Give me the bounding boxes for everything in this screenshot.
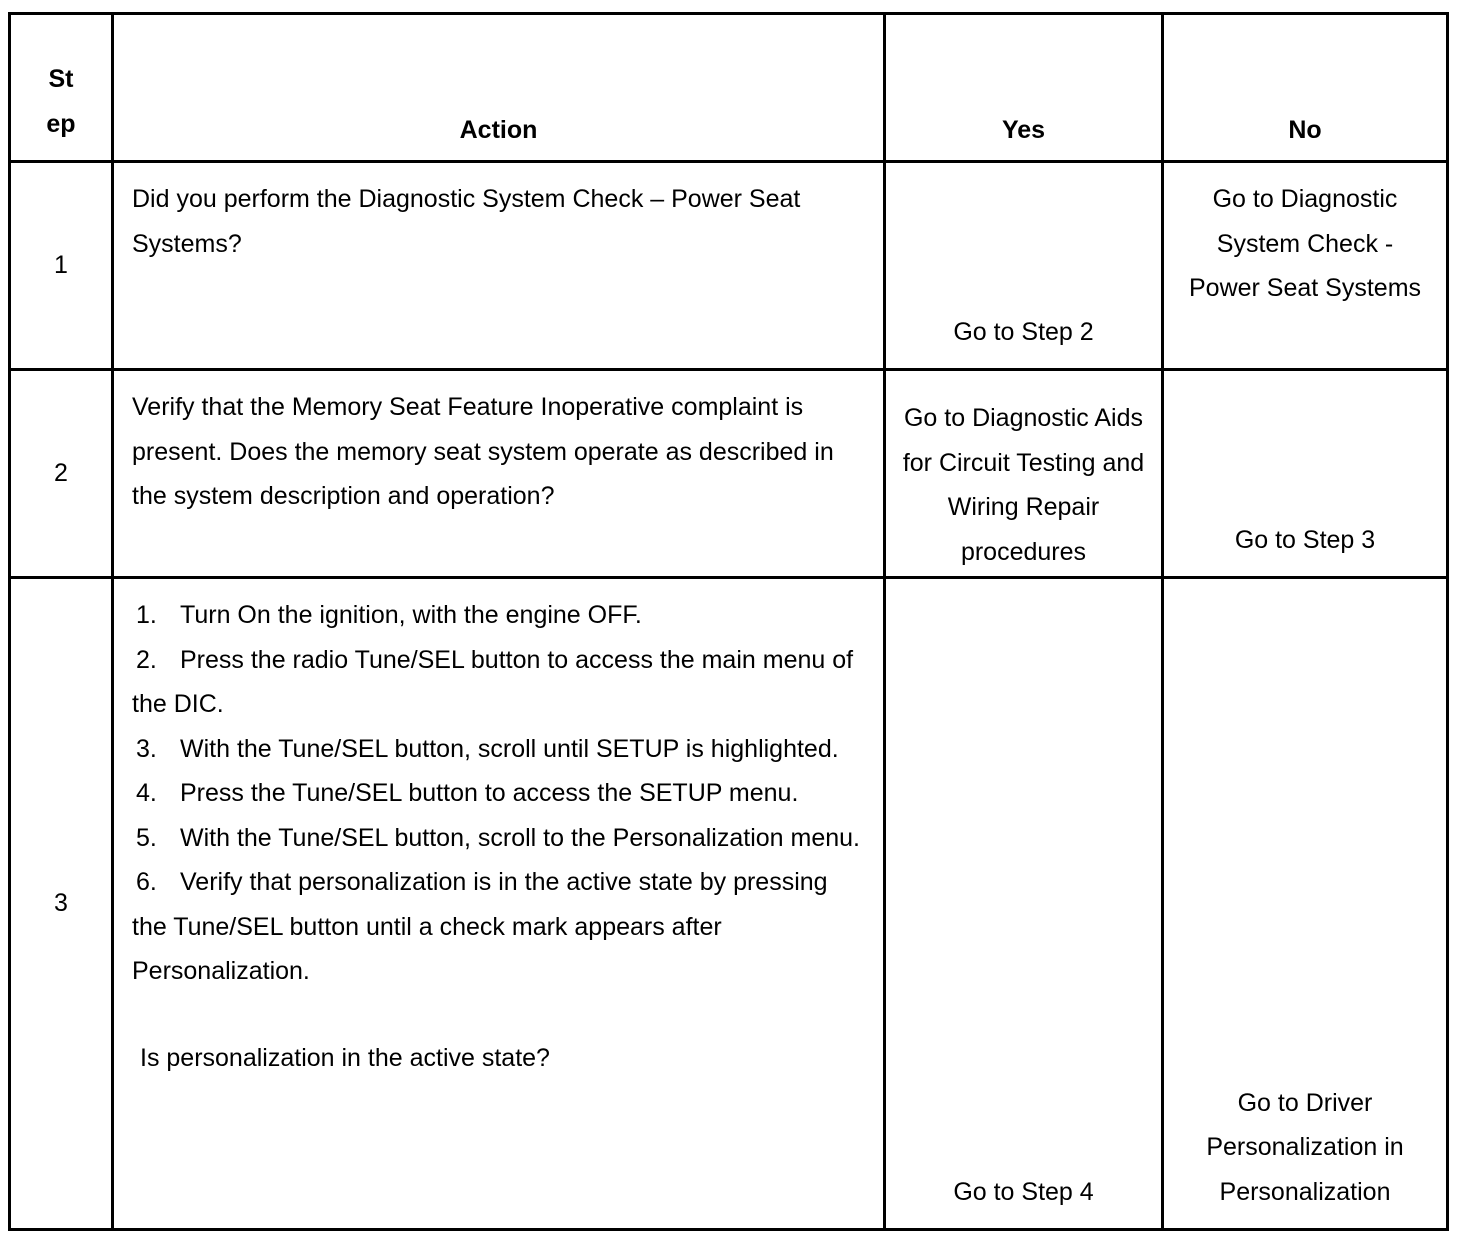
action-list-item — [132, 816, 863, 861]
action-list-item — [132, 727, 863, 772]
list-item-number: 6. — [136, 868, 157, 896]
list-item-text: Turn On the ignition, with the engine OFF. — [180, 601, 642, 629]
action-cell: Verify that the Memory Seat Feature Inoperative complaint is present. Does the memory seat system operate as described in the system description and operation? — [113, 370, 885, 578]
step-number: 2 — [10, 370, 113, 578]
diagnostic-table — [8, 12, 1449, 1231]
action-list-item — [132, 593, 863, 638]
list-item-number: 4. — [136, 779, 157, 807]
header-row — [10, 14, 1448, 162]
action-cell — [113, 578, 885, 1230]
no-cell: Go to Step 3 — [1163, 370, 1448, 578]
yes-cell: Go to Step 2 — [885, 162, 1163, 370]
header-step — [10, 14, 113, 162]
step-number: 1 — [10, 162, 113, 370]
header-no: No — [1163, 14, 1448, 162]
action-list-item — [132, 638, 863, 727]
header-step-line2: ep — [46, 109, 76, 138]
list-item-number: 2. — [136, 645, 157, 674]
header-action: Action — [113, 14, 885, 162]
no-cell: Go to Diagnostic System Check - Power Seat Systems — [1163, 162, 1448, 370]
list-item-number: 1. — [136, 601, 157, 629]
table-row — [10, 370, 1448, 578]
yes-cell: Go to Step 4 — [885, 578, 1163, 1230]
list-item-text: Press the radio Tune/SEL button to access the main menu of the DIC. — [132, 645, 854, 718]
step-number: 3 — [10, 578, 113, 1230]
action-list-item — [132, 771, 863, 816]
yes-cell: Go to Diagnostic Aids for Circuit Testing and Wiring Repair procedures — [885, 370, 1163, 578]
list-item-number: 3. — [136, 734, 157, 763]
no-cell: Go to Driver Personalization in Personalization — [1163, 578, 1448, 1230]
table-row — [10, 162, 1448, 370]
table-row — [10, 578, 1448, 1230]
action-question: Is personalization in the active state? — [140, 1043, 550, 1072]
list-item-text: Verify that personalization is in the active state by pressing the Tune/SEL button until a check mark appears after Personalization. — [132, 868, 828, 985]
header-yes: Yes — [885, 14, 1163, 162]
list-item-text: With the Tune/SEL button, scroll to the Personalization menu. — [180, 823, 861, 852]
header-step-line1: St — [48, 65, 74, 93]
list-item-text: Press the Tune/SEL button to access the SETUP menu. — [180, 779, 799, 807]
action-cell: Did you perform the Diagnostic System Check – Power Seat Systems? — [113, 162, 885, 370]
list-item-text: With the Tune/SEL button, scroll until SETUP is highlighted. — [180, 734, 839, 763]
action-list-item — [132, 860, 863, 994]
list-item-number: 5. — [136, 823, 157, 852]
